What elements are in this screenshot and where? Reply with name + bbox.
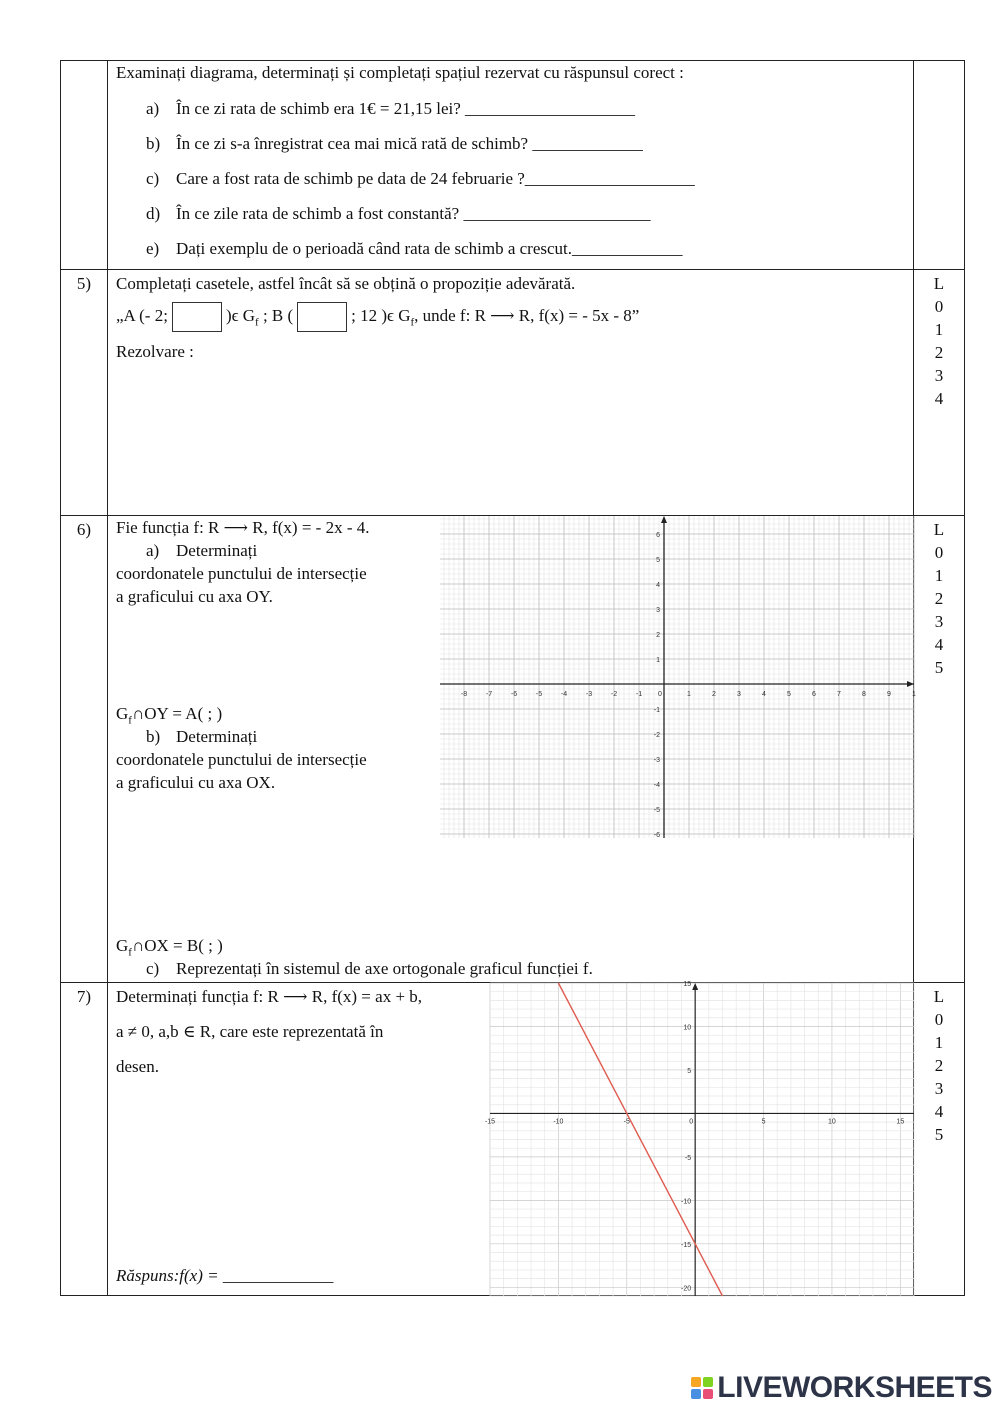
x-tick-label: 1 — [912, 691, 916, 698]
x-tick-label: 4 — [762, 691, 766, 698]
x-tick-label: -8 — [460, 691, 468, 698]
q6-part-c: c) Reprezentați în sistemul de axe ortogonale graficul funcției f. — [146, 959, 593, 978]
q5-rezolvare: Rezolvare : — [116, 342, 194, 361]
q4-item-e: e) Dați exemplu de o perioadă când rata de schimb a crescut._____________ — [146, 239, 683, 258]
x-tick-label: -7 — [485, 691, 493, 698]
y-tick-label: -10 — [681, 1198, 692, 1206]
q6-levels: L 0 1 2 3 4 5 — [914, 516, 965, 983]
x-axis-arrow-icon — [907, 681, 914, 687]
answer-box-b-x[interactable] — [297, 302, 347, 332]
q6-answer-oy: $G_f\cap OY = A$( ; ) — [116, 704, 223, 727]
q7-line-chart — [484, 981, 914, 1296]
y-tick-label: -2 — [653, 732, 660, 739]
x-tick-label: 2 — [712, 691, 716, 698]
q6-content — [108, 516, 914, 983]
y-tick-label: 1 — [656, 657, 660, 664]
y-axis-arrow-icon — [661, 516, 667, 523]
logo-grid-icon — [691, 1377, 713, 1399]
x-tick-label: -5 — [535, 691, 543, 698]
x-tick-label: 10 — [828, 1118, 836, 1126]
q4-intro: Examinați diagrama, determinați și completați spațiul rezervat cu răspunsul corect : — [116, 63, 684, 82]
q5-content — [108, 270, 914, 516]
q4-item-d: d) În ce zile rata de schimb a fost constantă? ______________________ — [146, 204, 651, 223]
y-tick-label: -5 — [684, 1154, 692, 1162]
y-tick-label: -1 — [653, 707, 660, 714]
q7-line1: Determinați funcția f: R ⟶ R, f(x) = ax + b, — [116, 987, 423, 1006]
y-tick-label: -20 — [681, 1285, 692, 1293]
q7-content — [108, 983, 914, 1296]
x-tick-label: -15 — [484, 1118, 496, 1126]
q6-number: 6) — [61, 516, 108, 983]
x-tick-label: 0 — [658, 691, 662, 698]
x-tick-label: 6 — [812, 691, 816, 698]
y-tick-label: 6 — [656, 532, 660, 539]
y-tick-label: -3 — [653, 757, 660, 764]
q6-coordinate-grid[interactable] — [440, 516, 914, 838]
x-tick-label: 3 — [737, 691, 741, 698]
brand-text: LIVEWORKSHEETS — [717, 1371, 992, 1404]
q6-answer-ox: $G_f\cap OX = B$( ; ) — [116, 936, 223, 959]
x-tick-label: -6 — [510, 691, 518, 698]
q5-levels: L 0 1 2 3 4 — [914, 270, 965, 516]
x-tick-label: 7 — [837, 691, 841, 698]
q7-number: 7) — [61, 983, 108, 1296]
q6-part-a-line3: a graficului cu axa OY. — [116, 587, 273, 606]
q6-function: Fie funcția f: R ⟶ R, f(x) = - 2x - 4. — [116, 518, 370, 537]
q5-instruction: Completați casetele, astfel încât să se obțină o propoziție adevărată. — [116, 274, 576, 293]
y-tick-label: 10 — [683, 1024, 692, 1032]
q6-part-a: a) Determinați — [146, 541, 258, 560]
y-tick-label: -6 — [653, 832, 660, 839]
q6-part-b-line2: coordonatele punctului de intersecție — [116, 750, 367, 769]
q6-part-a-line2: coordonatele punctului de intersecție — [116, 564, 367, 583]
x-tick-label: -3 — [585, 691, 593, 698]
q5-number: 5) — [61, 270, 108, 516]
x-tick-label: 15 — [896, 1118, 905, 1126]
x-tick-label: -1 — [635, 691, 643, 698]
y-tick-label: 4 — [656, 582, 660, 589]
y-tick-label: 5 — [656, 557, 660, 564]
q4-content — [108, 61, 914, 270]
x-tick-label: 8 — [862, 691, 866, 698]
answer-box-a-y[interactable] — [172, 302, 222, 332]
y-axis-arrow-icon — [692, 983, 698, 990]
x-tick-label: -2 — [610, 691, 618, 698]
y-tick-label: 5 — [687, 1067, 692, 1075]
x-tick-label: 1 — [687, 691, 691, 698]
x-tick-label: 5 — [761, 1118, 766, 1126]
x-tick-label: 5 — [787, 691, 791, 698]
q4-item-a: a) În ce zi rata de schimb era 1€ = 21,15 lei? ____________________ — [146, 99, 636, 118]
y-tick-label: 15 — [683, 981, 692, 988]
q7-answer: Răspuns:f(x) = _____________ — [116, 1266, 334, 1285]
q5-statement: „A (- 2; )ϵ $G_f$ ; B ( ; 12 )ϵ $G_f$, unde f: R ⟶ R, f(x) = - 5x - 8” — [116, 302, 639, 332]
y-tick-label: 2 — [656, 632, 660, 639]
x-tick-label: -4 — [560, 691, 568, 698]
q4-number-cell — [61, 61, 108, 270]
y-tick-label: -4 — [653, 782, 660, 789]
worksheet-table — [60, 60, 965, 1296]
y-tick-label: -15 — [681, 1241, 692, 1249]
x-tick-label: 9 — [887, 691, 891, 698]
q4-item-c: c) Care a fost rata de schimb pe data de 24 februarie ?____________________ — [146, 169, 695, 188]
y-tick-label: -5 — [653, 807, 660, 814]
q4-item-b: b) În ce zi s-a înregistrat cea mai mică rată de schimb? _____________ — [146, 134, 643, 153]
x-tick-label: 0 — [689, 1118, 694, 1126]
q7-line2: a ≠ 0, a,b ∈ R, care este reprezentată în — [116, 1022, 384, 1041]
q6-part-b: b) Determinați — [146, 727, 258, 746]
y-tick-label: 3 — [656, 607, 660, 614]
x-tick-label: -5 — [623, 1118, 630, 1126]
q7-levels: L 0 1 2 3 4 5 — [914, 983, 965, 1296]
q4-level-cell — [914, 61, 965, 270]
liveworksheets-logo — [691, 1371, 992, 1405]
q6-part-b-line3: a graficului cu axa OX. — [116, 773, 276, 792]
q7-line3: desen. — [116, 1057, 159, 1076]
x-tick-label: -10 — [553, 1118, 564, 1126]
